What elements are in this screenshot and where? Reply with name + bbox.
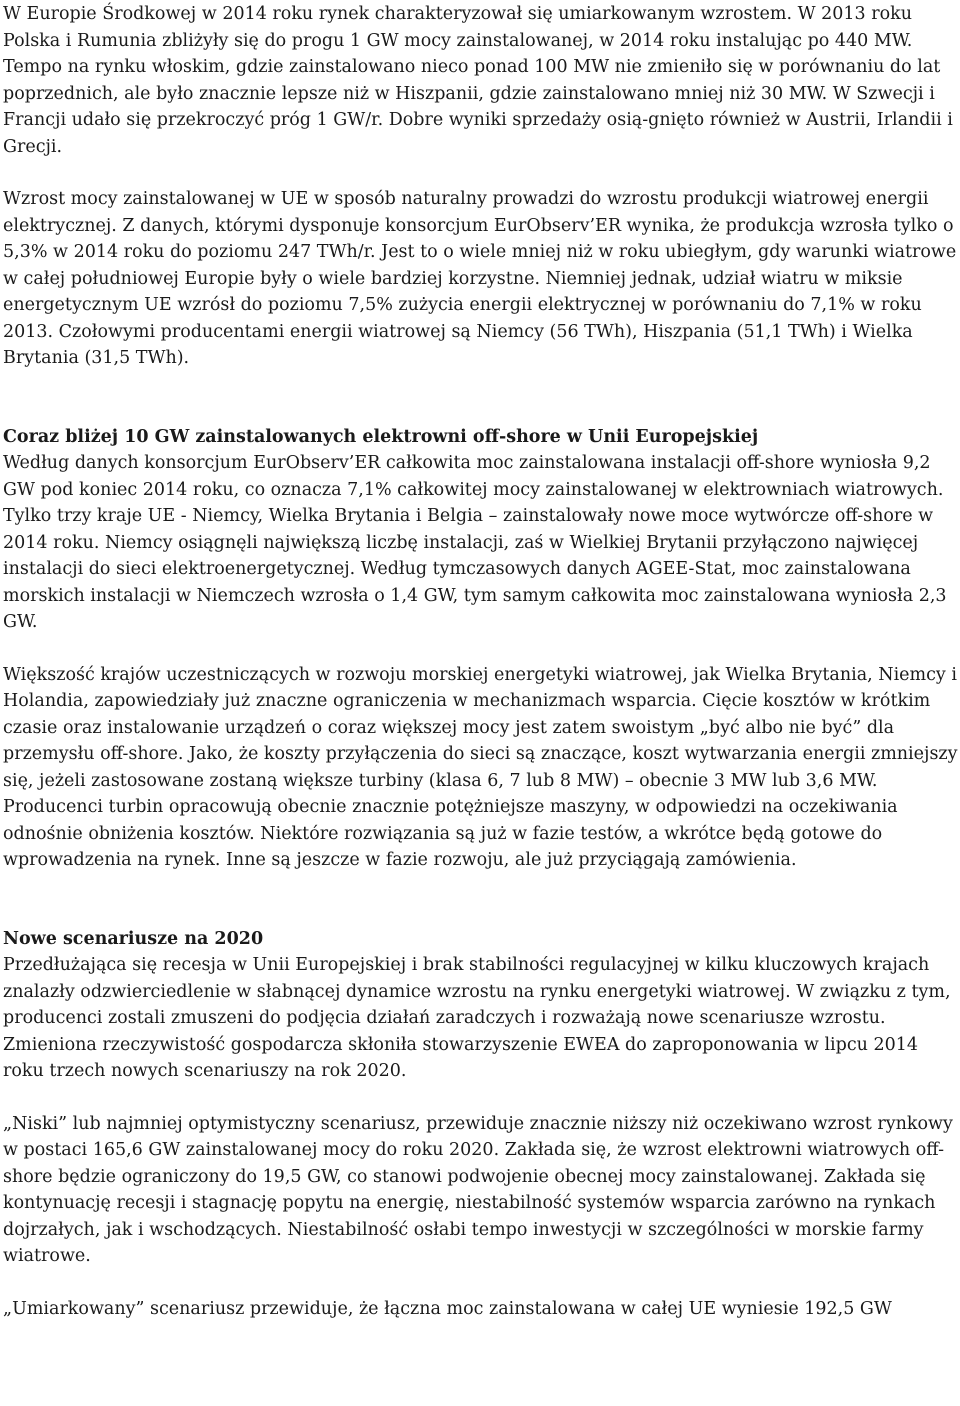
section-gap xyxy=(2,372,958,424)
paragraph-gap xyxy=(2,160,958,186)
intro-paragraph-1: W Europie Środkowej w 2014 roku rynek charakteryzował się umiarkowanym wzrostem. W 2013 roku Polska i Rumunia zbliżyły się do progu 1 GW mocy zainstalowanej, w 2014 roku instalując po 440 MW. Tempo na rynku włoskim, gdzie zainstalowano nieco ponad 100 MW nie zmieniło się w porównaniu do lat poprzednich, ale było znacznie lepsze niż w Hiszpanii, gdzie zainstalowano mniej niż 30 MW. W Szwecji i Francji udało się przekroczyć próg 1 GW/r. Dobre wyniki sprzedaży osią-gnięto również w Austrii, Irlandii i Grecji. xyxy=(3,4,953,157)
offshore-paragraph-1: Według danych konsorcjum EurObserv’ER całkowita moc zainstalowana instalacji off-shore wyniosła 9,2 GW pod koniec 2014 roku, co oznacza 7,1% całkowitej mocy zainstalowanej w elektrowniach wiatrowych. Tylko trzy kraje UE - Niemcy, Wielka Brytania i Belgia – zainstalowały nowe moce wytwórcze off-shore w 2014 roku. Niemcy osiągnęli największą liczbę instalacji, zaś w Wielkiej Brytanii przyłączono najwięcej instalacji do sieci elektroenergetycznej. Według tymczasowych danych AGEE-Stat, moc zainstalowana morskich instalacji w Niemczech wzrosła o 1,4 GW, tym samym całkowita moc zainstalowana wyniosła 2,3 GW. xyxy=(3,453,947,632)
section-heading-scenarios: Nowe scenariusze na 2020 xyxy=(3,928,264,949)
offshore-paragraph-2: Większość krajów uczestniczących w rozwoju morskiej energetyki wiatrowej, jak Wielka Brytania, Niemcy i Holandia, zapowiedziały już znaczne ograniczenia w mechanizmach wsparcia. Cięcie kosztów w krótkim czasie oraz instalowanie urządzeń o coraz większej mocy jest zatem swoistym „być albo nie być” dla przemysłu off-shore. Jako, że koszty przyłączenia do sieci są znaczące, koszt wytwarzania energii zmniejszy się, jeżeli zastosowane zostaną większe turbiny (klasa 6, 7 lub 8 MW) – obecnie 3 MW lub 3,6 MW. Producenci turbin opracowują obecnie znacznie potężniejsze maszyny, w odpowiedzi na oczekiwania odnośnie obniżenia kosztów. Niektóre rozwiązania są już w fazie testów, a wkrótce będą gotowe do wprowadzenia na rynek. Inne są jeszcze w fazie rozwoju, ale już przyciągają zamówienia. xyxy=(3,664,958,870)
section-heading-offshore: Coraz bliżej 10 GW zainstalowanych elektrowni off-shore w Unii Europejskiej xyxy=(3,426,759,447)
intro-paragraph-2: Wzrost mocy zainstalowanej w UE w sposób naturalny prowadzi do wzrostu produkcji wiatrowej energii elektrycznej. Z danych, którymi dysponuje konsorcjum EurObserv’ER wynika, że produkcja wzrosła tylko o 5,3% w 2014 roku do poziomu 247 TWh/r. Jest to o wiele mniej niż w roku ubiegłym, gdy warunki wiatrowe w całej południowej Europie były o wiele bardziej korzystne. Niemniej jednak, udział wiatru w miksie energetycznym UE wzrósł do poziomu 7,5% zużycia energii elektrycznej w porównaniu do 7,1% w roku 2013. Czołowymi producentami energii wiatrowej są Niemcy (56 TWh), Hiszpania (51,1 TWh) i Wielka Brytania (31,5 TWh). xyxy=(3,189,957,368)
paragraph-gap xyxy=(2,1085,958,1111)
scenarios-paragraph-3: „Umiarkowany” scenariusz przewiduje, że łączna moc zainstalowana w całej UE wyniesie 192,5 GW xyxy=(3,1298,892,1319)
scenarios-paragraph-1: Przedłużająca się recesja w Unii Europejskiej i brak stabilności regulacyjnej w kilku kluczowych krajach znalazły odzwierciedlenie w słabnącej dynamice wzrostu na rynku energetyki wiatrowej. W związku z tym, producenci zostali zmuszeni do podjęcia działań zaradczych i rozważają nowe scenariusze wzrostu. Zmieniona rzeczywistość gospodarcza skłoniła stowarzyszenie EWEA do zaproponowania w lipcu 2014 roku trzech nowych scenariuszy na rok 2020. xyxy=(3,955,951,1081)
section-gap xyxy=(2,874,958,926)
scenarios-paragraph-2: „Niski” lub najmniej optymistyczny scenariusz, przewiduje znacznie niższy niż oczekiwano wzrost rynkowy w postaci 165,6 GW zainstalowanej mocy do roku 2020. Zakłada się, że wzrost elektrowni wiatrowych off-shore będzie ograniczony do 19,5 GW, co stanowi podwojenie obecnej mocy zainstalowanej. Zakłada się kontynuację recesji i stagnację popytu na energię, niestabilność systemów wsparcia zarówno na rynkach dojrzałych, jak i wschodzących. Niestabilność osłabi tempo inwestycji w szczególności w morskie farmy wiatrowe. xyxy=(3,1113,953,1266)
paragraph-gap xyxy=(2,1270,958,1296)
paragraph-gap xyxy=(2,636,958,662)
